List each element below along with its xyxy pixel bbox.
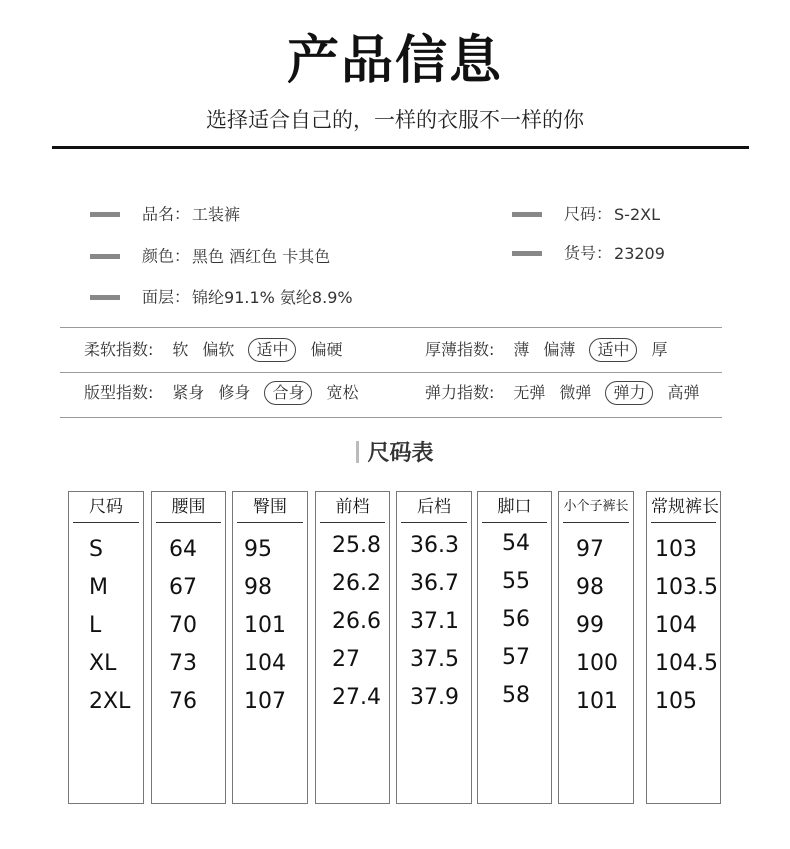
info-label: 面层： — [142, 287, 191, 307]
size-cell: 95 — [244, 537, 272, 562]
attr-fit — [84, 380, 365, 406]
attr-option: 偏软 — [202, 340, 235, 359]
size-cell: 26.6 — [332, 609, 381, 634]
size-cell: 57 — [502, 645, 530, 670]
size-cell: 98 — [244, 575, 272, 600]
size-cell: 104 — [655, 613, 697, 638]
size-cell: M — [89, 575, 108, 600]
attr-label: 厚薄指数: — [425, 340, 495, 359]
size-column-header: 脚口 — [482, 492, 547, 523]
size-column — [315, 491, 390, 804]
info-item-fabric — [90, 286, 353, 308]
attr-divider-middle — [60, 372, 722, 373]
size-column — [232, 491, 308, 804]
attr-option: 微弹 — [559, 383, 592, 402]
size-cell: L — [89, 613, 102, 638]
attr-option-selected: 适中 — [589, 338, 637, 362]
size-table-heading — [0, 436, 790, 467]
size-cell: 70 — [169, 613, 197, 638]
dash-icon — [512, 251, 542, 256]
attr-label: 柔软指数: — [84, 340, 154, 359]
page-subtitle: 选择适合自己的，一样的衣服不一样的你 — [206, 108, 584, 132]
title-divider — [52, 146, 749, 149]
size-cell: 27.4 — [332, 685, 381, 710]
size-cell: 58 — [502, 683, 530, 708]
size-cell: 64 — [169, 537, 197, 562]
size-column-header: 常规裤长 — [651, 492, 716, 523]
attr-option: 高弹 — [667, 383, 700, 402]
page-title: 产品信息 — [286, 31, 503, 91]
attr-elasticity — [425, 380, 706, 406]
dash-icon — [512, 212, 542, 217]
size-cell: 2XL — [89, 689, 131, 714]
size-column-header: 前档 — [320, 492, 385, 523]
size-column-header: 腰围 — [156, 492, 221, 523]
attr-divider-bottom — [60, 417, 722, 418]
attr-option: 偏薄 — [543, 340, 576, 359]
size-table-title: 尺码表 — [367, 441, 434, 466]
attr-option: 宽松 — [326, 383, 359, 402]
dash-icon — [90, 212, 120, 217]
attr-thickness — [425, 337, 674, 363]
size-column — [396, 491, 472, 804]
size-column-header: 尺码 — [73, 492, 139, 523]
size-cell: 105 — [655, 689, 697, 714]
info-item-color — [90, 245, 330, 267]
size-cell: 36.7 — [410, 571, 459, 596]
size-cell: 67 — [169, 575, 197, 600]
attr-option: 偏硬 — [310, 340, 343, 359]
size-column-header: 小个子裤长 — [563, 492, 629, 523]
size-cell: 98 — [576, 575, 604, 600]
size-cell: 36.3 — [410, 533, 459, 558]
size-cell: 100 — [576, 651, 618, 676]
attr-option: 无弹 — [513, 383, 546, 402]
size-cell: XL — [89, 651, 117, 676]
attr-option-selected: 适中 — [248, 338, 296, 362]
size-cell: 37.9 — [410, 685, 459, 710]
size-column — [68, 491, 144, 804]
attr-option-selected: 弹力 — [605, 381, 653, 405]
info-item-sku — [512, 242, 665, 264]
size-cell: 54 — [502, 531, 530, 556]
size-cell: 55 — [502, 569, 530, 594]
size-cell: 97 — [576, 537, 604, 562]
info-label: 尺码： — [564, 204, 613, 224]
info-label: 品名： — [142, 204, 191, 224]
info-label: 货号： — [564, 243, 613, 263]
size-cell: 101 — [244, 613, 286, 638]
size-column — [646, 491, 721, 804]
size-cell: 101 — [576, 689, 618, 714]
info-item-size — [512, 203, 660, 225]
size-cell: 25.8 — [332, 533, 381, 558]
dash-icon — [90, 254, 120, 259]
size-column-header: 后档 — [401, 492, 467, 523]
size-cell: 27 — [332, 647, 360, 672]
attr-divider-top — [60, 327, 722, 328]
attr-option: 紧身 — [172, 383, 205, 402]
attr-label: 弹力指数: — [425, 383, 495, 402]
info-value: 锦纶91.1% 氨纶8.9% — [192, 287, 353, 307]
size-cell: 37.5 — [410, 647, 459, 672]
attr-option: 修身 — [218, 383, 251, 402]
size-cell: 76 — [169, 689, 197, 714]
size-cell: 73 — [169, 651, 197, 676]
size-column — [558, 491, 634, 804]
attr-option-selected: 合身 — [264, 381, 312, 405]
info-value: 23209 — [614, 243, 665, 263]
size-column-header: 臀围 — [237, 492, 303, 523]
attr-option: 薄 — [513, 340, 530, 359]
size-cell: S — [89, 537, 103, 562]
size-cell: 99 — [576, 613, 604, 638]
size-cell: 37.1 — [410, 609, 459, 634]
heading-bar-icon — [356, 441, 359, 463]
info-value: S-2XL — [614, 204, 660, 224]
attr-softness — [84, 337, 349, 363]
info-value: 工装裤 — [192, 204, 241, 224]
size-cell: 56 — [502, 607, 530, 632]
info-value: 黑色 酒红色 卡其色 — [192, 246, 331, 266]
attr-option: 厚 — [651, 340, 668, 359]
attr-option: 软 — [172, 340, 189, 359]
info-label: 颜色： — [142, 246, 191, 266]
dash-icon — [90, 295, 120, 300]
info-item-name — [90, 203, 240, 225]
size-cell: 104.5 — [655, 651, 718, 676]
size-column — [151, 491, 226, 804]
attr-label: 版型指数: — [84, 383, 154, 402]
size-cell: 103 — [655, 537, 697, 562]
size-cell: 103.5 — [655, 575, 718, 600]
size-cell: 107 — [244, 689, 286, 714]
size-column — [477, 491, 552, 804]
size-cell: 104 — [244, 651, 286, 676]
size-cell: 26.2 — [332, 571, 381, 596]
